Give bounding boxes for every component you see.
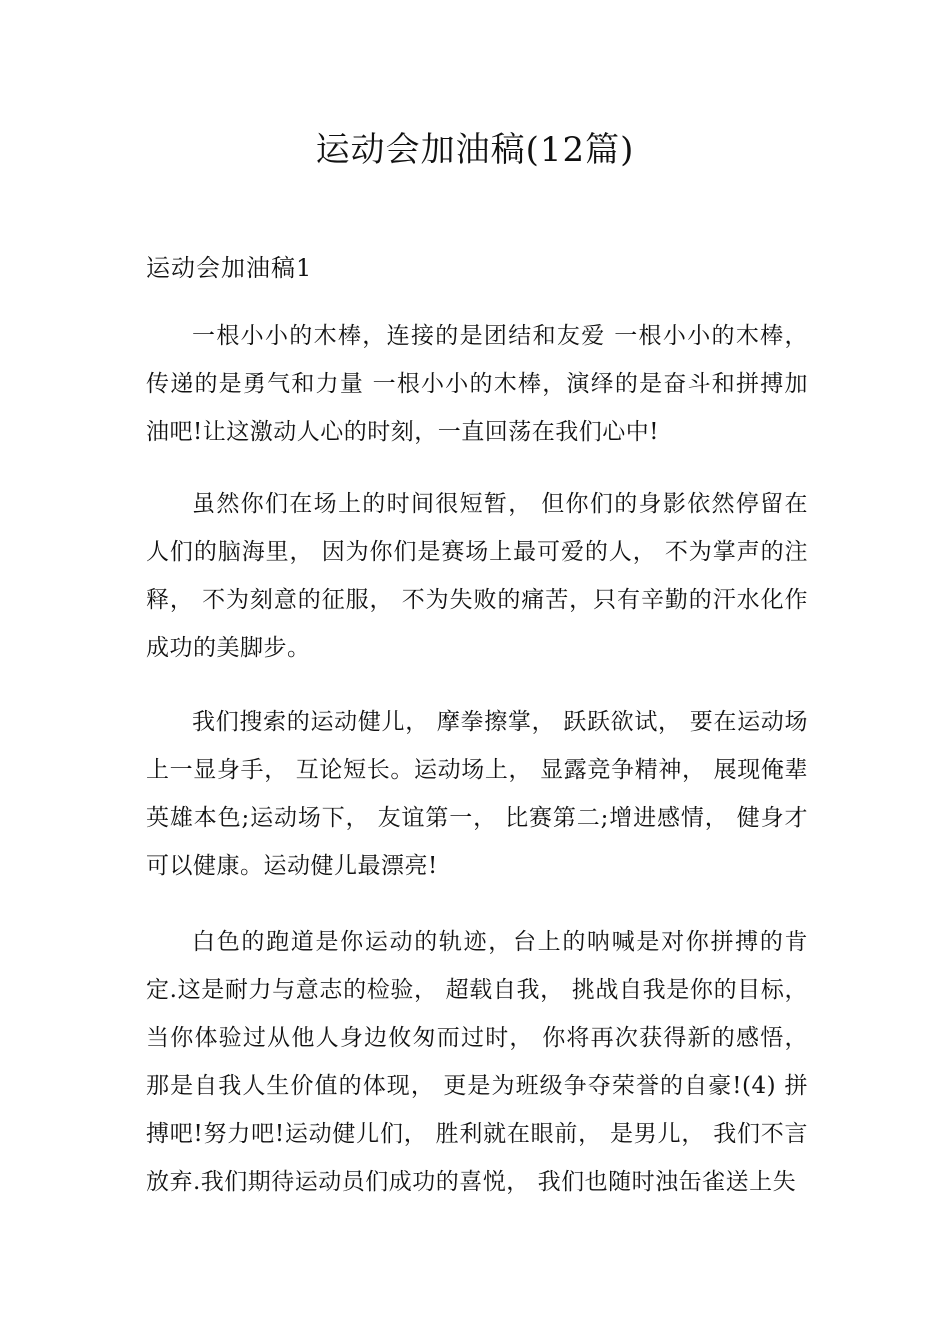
document-title: 运动会加油稿(12篇) — [315, 130, 635, 170]
paragraph: 一根小小的木棒，连接的是团结和友爱 一根小小的木棒，传递的是勇气和力量 一根小小的木棒，演绎的是奋斗和拼搏加油吧!让这激动人心的时刻，一直回荡在我们心中! — [146, 323, 808, 445]
paragraph: 我们搜索的运动健儿， 摩拳擦掌， 跃跃欲试， 要在运动场上一显身手， 互论短长。运动场上， 显露竞争精神， 展现俺辈英雄本色;运动场下， 友谊第一， 比赛第二;增进感情， 健身才可以健康。运动健儿最漂亮! — [146, 709, 808, 879]
document-body — [146, 312, 808, 1232]
section-heading: 运动会加油稿1 — [146, 254, 313, 282]
paragraph: 虽然你们在场上的时间很短暂， 但你们的身影依然停留在人们的脑海里， 因为你们是赛场上最可爱的人， 不为掌声的注释， 不为刻意的征服， 不为失败的痛苦，只有辛勤的汗水化作成功的美脚步。 — [146, 491, 808, 661]
paragraph: 白色的跑道是你运动的轨迹，台上的呐喊是对你拼搏的肯定.这是耐力与意志的检验， 超载自我， 挑战自我是你的目标， 当你体验过从他人身边攸匆而过时， 你将再次获得新的感悟， 那是自我人生价值的体现， 更是为班级争夺荣誉的自豪!(4) 拼搏吧!努力吧!运动健儿们， 胜利就在眼前， 是男儿， 我们不言放弃.我们期待运动员们成功的喜悦， 我们也随时浊缶雀送上失 — [146, 929, 808, 1195]
